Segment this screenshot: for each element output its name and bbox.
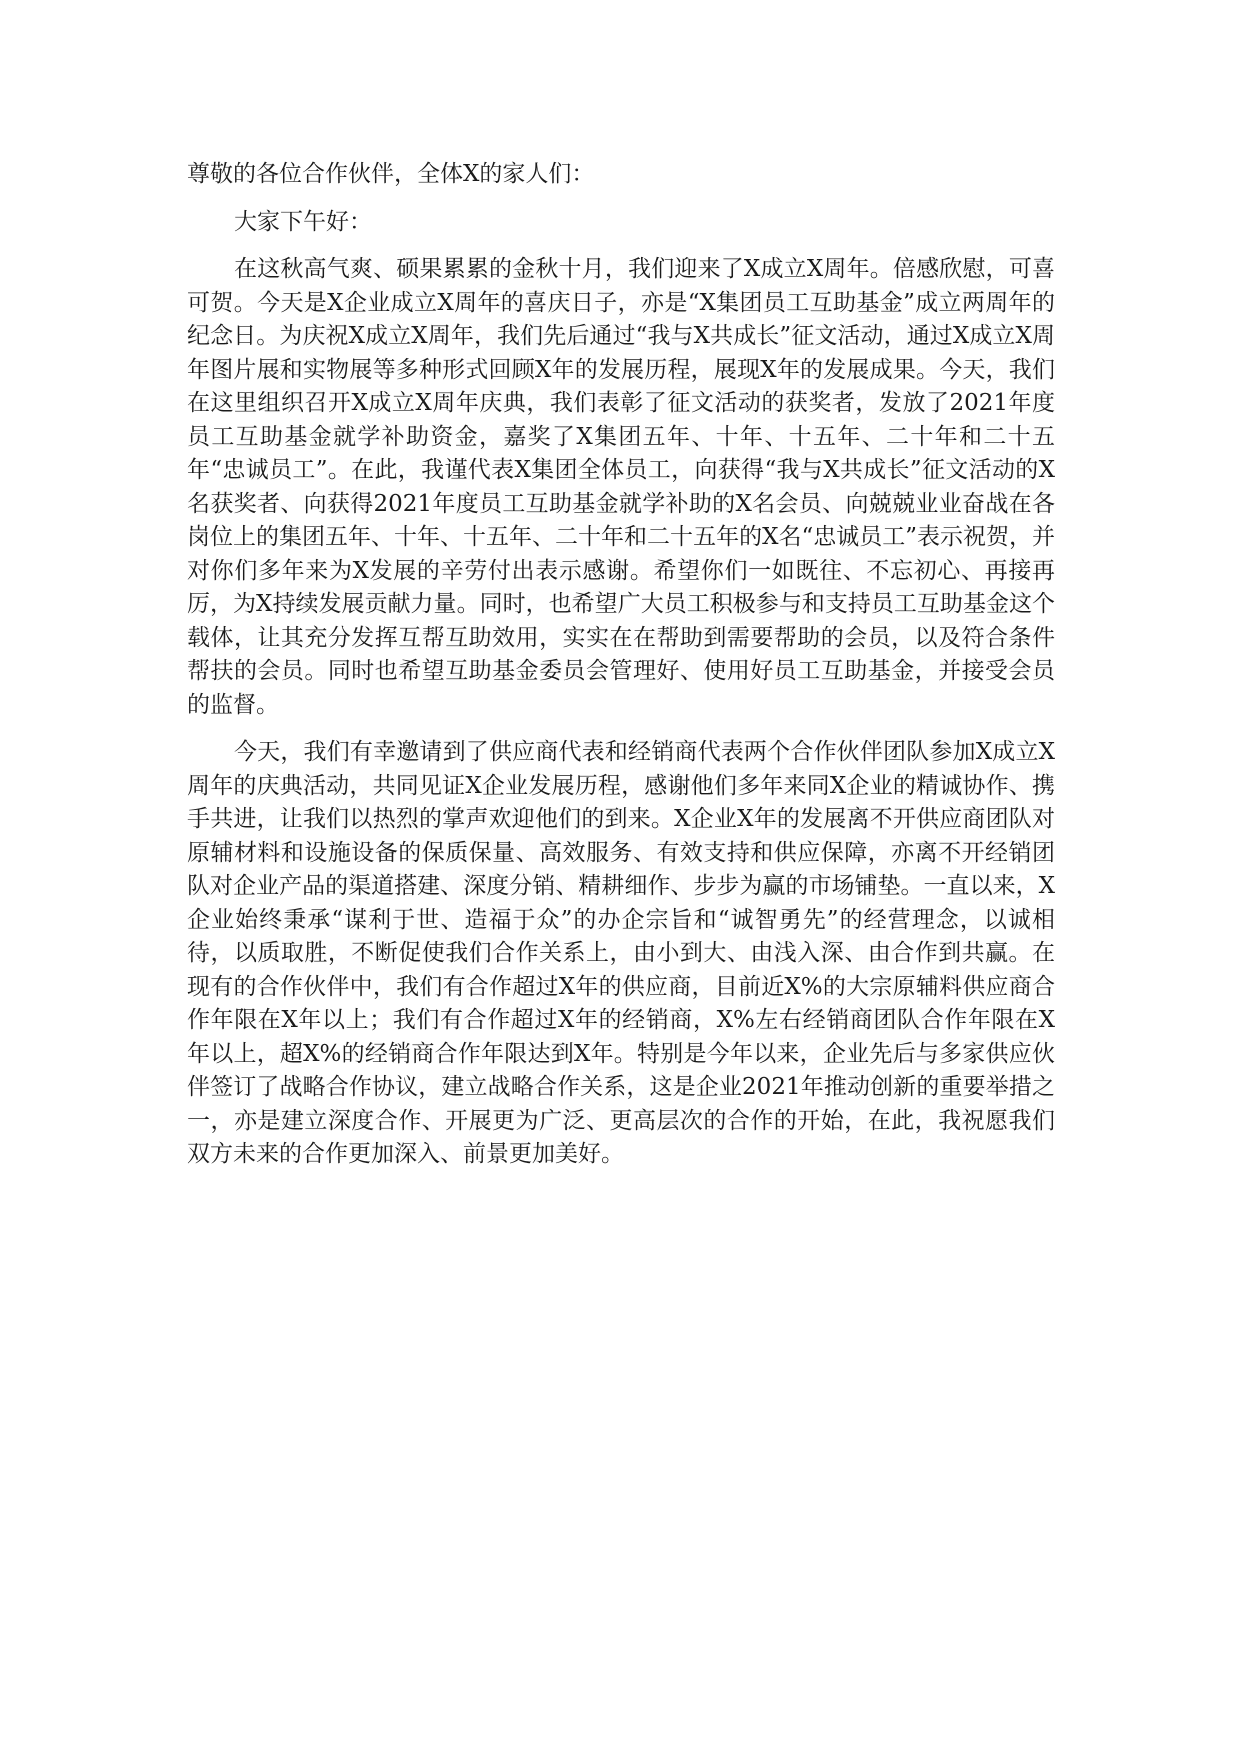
paragraph-2: 今天，我们有幸邀请到了供应商代表和经销商代表两个合作伙伴团队参加X成立X周年的庆典活动，共同见证X企业发展历程，感谢他们多年来同X企业的精诚协作、携手共进，让我们以热烈的掌声欢迎他们的到来。X企业X年的发展离不开供应商团队对原辅材料和设施设备的保质保量、高效服务、有效支持和供应保障，亦离不开经销团队对企业产品的渠道搭建、深度分销、精耕细作、步步为赢的市场铺垫。一直以来，X企业始终秉承“谋利于世、造福于众”的办企宗旨和“诚智勇先”的经营理念，以诚相待，以质取胜，不断促使我们合作关系上，由小到大、由浅入深、由合作到共赢。在现有的合作伙伴中，我们有合作超过X年的供应商，目前近X%的大宗原辅料供应商合作年限在X年以上；我们有合作超过X年的经销商，X%左右经销商团队合作年限在X年以上，超X%的经销商合作年限达到X年。特别是今年以来，企业先后与多家供应伙伴签订了战略合作协议，建立战略合作关系，这是企业2021年推动创新的重要举措之一，亦是建立深度合作、开展更为广泛、更高层次的合作的开始，在此，我祝愿我们双方未来的合作更加深入、前景更加美好。 [187,739,1055,1167]
salutation: 尊敬的各位合作伙伴，全体X的家人们： [187,161,595,187]
greeting: 大家下午好： [234,208,372,235]
document-body [187,158,1055,1186]
paragraph-1: 在这秋高气爽、硕果累累的金秋十月，我们迎来了X成立X周年。倍感欣慰，可喜可贺。今天是X企业成立X周年的喜庆日子，亦是“X集团员工互助基金”成立两周年的纪念日。为庆祝X成立X周年，我们先后通过“我与X共成长”征文活动，通过X成立X周年图片展和实物展等多种形式回顾X年的发展历程，展现X年的发展成果。今天，我们在这里组织召开X成立X周年庆典，我们表彰了征文活动的获奖者，发放了2021年度员工互助基金就学补助资金，嘉奖了X集团五年、十年、十五年、二十年和二十五年“忠诚员工”。在此，我谨代表X集团全体员工，向获得“我与X共成长”征文活动的X名获奖者、向获得2021年度员工互助基金就学补助的X名会员、向兢兢业业奋战在各岗位上的集团五年、十年、十五年、二十年和二十五年的X名“忠诚员工”表示祝贺，并对你们多年来为X发展的辛劳付出表示感谢。希望你们一如既往、不忘初心、再接再厉，为X持续发展贡献力量。同时，也希望广大员工积极参与和支持员工互助基金这个载体，让其充分发挥互帮互助效用，实实在在帮助到需要帮助的会员，以及符合条件帮扶的会员。同时也希望互助基金委员会管理好、使用好员工互助基金，并接受会员的监督。 [187,256,1055,718]
